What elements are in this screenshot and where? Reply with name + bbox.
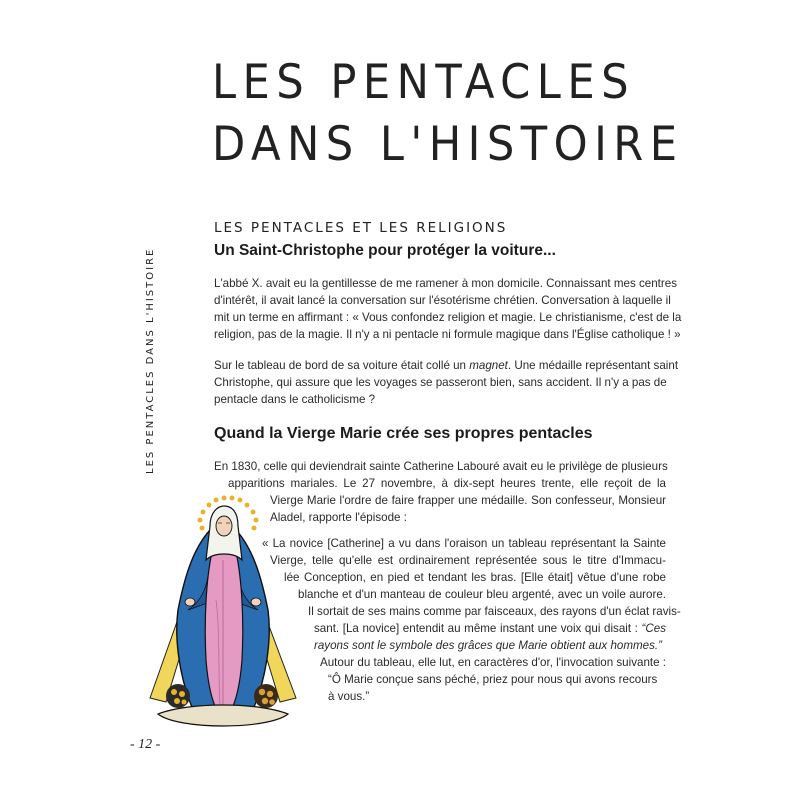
text-line: d'intérêt, il avait lancé la conversation sur l'ésotérisme chrétien. Conversation à laquelle il: [214, 294, 671, 307]
text-line: blanche et d'un manteau de couleur bleu argenté, avec un voile aurore.: [298, 588, 666, 601]
text-line: En 1830, celle qui deviendrait sainte Catherine Labouré avait eu le privilège de plusieurs: [214, 460, 668, 473]
text-line: « La novice [Catherine] a vu dans l'oraison un tableau représentant la Sainte: [262, 537, 666, 550]
text-span: . Une médaille représentant saint: [507, 359, 679, 372]
text-line: religion, pas de la magie. Il n'y a ni pentacle ni formule magique dans l'Église catholique ! »: [214, 328, 681, 341]
chapter-title: [212, 52, 682, 176]
text-line: Il sortait de ses mains comme par faisceaux, des rayons d'un éclat ravis-: [308, 605, 681, 618]
subheading-vierge-marie: Quand la Vierge Marie crée ses propres pentacles: [214, 425, 593, 442]
globe: [158, 705, 288, 726]
page-number: - 12 -: [130, 737, 161, 752]
text-line: à vous.”: [328, 690, 370, 703]
text-line: Vierge Marie l'ordre de faire frapper une médaille. Son confesseur, Monsieur: [270, 494, 666, 507]
italic-span: rayons sont le symbole des grâces que Marie obtient aux hommes.”: [314, 639, 662, 652]
subheading-saint-christophe: Un Saint-Christophe pour protéger la voiture...: [214, 242, 556, 259]
text-line: Autour du tableau, elle lut, en caractères d'or, l'invocation suivante :: [320, 656, 667, 669]
face: [216, 516, 232, 536]
pink-robe: [205, 552, 243, 712]
paragraph-magnet: [214, 357, 679, 408]
text-line: Vierge, telle qu'elle est ordinairement représentée sous le titre d'Immacu-: [270, 554, 666, 567]
paragraph-abbe: [214, 275, 682, 343]
text-line: L'abbé X. avait eu la gentillesse de me ramener à mon domicile. Connaissant mes centres: [214, 277, 677, 290]
text-line: [262, 637, 666, 654]
chapter-title-line1: LES PENTACLES: [212, 55, 635, 110]
text-span: Sur le tableau de bord de sa voiture était collé un: [214, 359, 470, 372]
virgin-mary-illustration: [148, 490, 298, 730]
italic-magnet: magnet: [469, 359, 508, 372]
right-bouquet: [254, 684, 278, 708]
text-span: sant. [La novice] entendit au même instant une voix qui disait :: [314, 622, 642, 635]
text-line: Aladel, rapporte l'épisode :: [270, 511, 407, 524]
text-line: mit un terme en affirmant : « Vous confondez religion et magie. Le christianisme, c'est de la: [214, 311, 682, 324]
quotation-aladel: [262, 535, 681, 705]
section-heading: LES PENTACLES ET LES RELIGIONS: [214, 220, 508, 236]
running-head: LES PENTACLES DANS L'HISTOIRE: [145, 247, 156, 474]
text-line: [262, 620, 666, 637]
text-line: lée Conception, en pied et tendant les bras. [Elle était] vêtue d'une robe: [284, 571, 666, 584]
chapter-title-line2: DANS L'HISTOIRE: [212, 117, 684, 172]
text-line: “Ô Marie conçue sans péché, priez pour nous qui avons recours: [328, 673, 658, 686]
text-line: apparitions mariales. Le 27 novembre, à dix-sept heures trente, elle reçoit de la: [228, 477, 666, 490]
text-line: pentacle dans le catholicisme ?: [214, 393, 376, 406]
text-line: [214, 357, 679, 374]
left-bouquet: [166, 684, 190, 708]
italic-span: “Ces: [641, 622, 666, 635]
text-line: Christophe, qui assure que les voyages se passeront bien, sans accident. Il n'y a pas de: [214, 376, 667, 389]
